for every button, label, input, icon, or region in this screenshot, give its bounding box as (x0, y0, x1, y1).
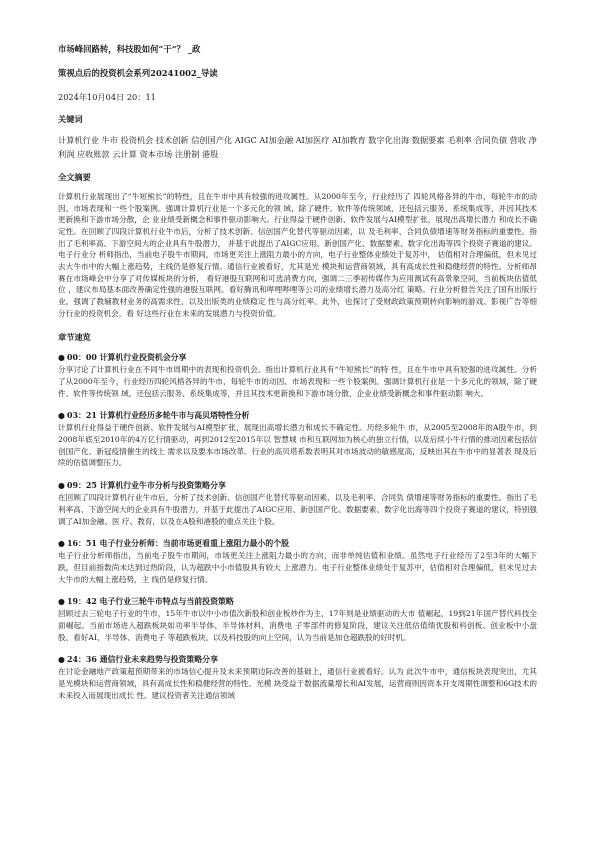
chapter-text: 在回顾了四段计算机行业牛市后，分析了技术创新、信创国产化替代等驱动因素，以及毛利率、合同负 债增速等财务指标的重要性。指出了毛利率高、下游空间大的企业具有牛股潜力，并基于此提出了AIGC应用、新创国产化、数据要素、数字化出海等四个投资子赛道的建议，特别强调了AI加金融、医 疗、教育，以及在A股和港股的重点关注个股。 (58, 493, 537, 526)
document-title: 市场峰回路转，科技股如何“干”？ _政 (58, 44, 201, 54)
bullet-icon: ● (58, 539, 65, 549)
chapter-title (58, 480, 537, 492)
chapter-title (58, 596, 537, 608)
bullet-icon: ● (58, 411, 65, 421)
chapter-section (58, 654, 537, 701)
document-date: 2024年10月04日 20：11 (58, 91, 156, 102)
chapter-section (58, 480, 537, 527)
bullet-icon: ● (58, 353, 65, 363)
chapter-title-text: 19：42 电子行业三轮牛市特点与当前投资策略 (67, 597, 234, 607)
chapter-title (58, 352, 537, 364)
chapter-title-text: 09：25 计算机行业牛市分析与投资策略分享 (67, 481, 226, 491)
document-subtitle: 策视点后的投资机会系列20241002_导读 (58, 67, 218, 78)
chapter-title-text: 16：51 电子行业分析师：当前市场更看重上涨阻力最小的个股 (67, 539, 289, 549)
bullet-icon: ● (58, 597, 65, 607)
chapter-title-text: 24：36 通信行业未来趋势与投资策略分享 (67, 655, 218, 665)
chapter-section (58, 410, 537, 469)
chapter-section (58, 352, 537, 399)
chapter-section (58, 538, 537, 585)
chapter-text: 在讨论金融地产政策超预期带来的市场信心提升及未来预期边际改善的基础上，通信行业被看好。认为 此次牛市中，通信板块表现突出，尤其是光模块和运营商领域，具有高成长性和稳健经营的特性。光模 块受益于数据流量增长和AI发展，运营商则因资本开支周期性调整和6G技术的未来投入而展现出成长 性。建议投资者关注通信领域 (58, 667, 537, 700)
chapter-text: 电子行业分析师指出，当前电子股牛市期间，市场更关注上涨阻力最小的方向，而非单纯估值和业绩。虽然电子行业经历了2至3年的大幅下跌，但目前指数尚未达到过热阶段，认为超跌中小市值股具有较大 上涨潜力。电子行业整体业绩处于复苏中，估值相对合理偏低，但未见过去大牛市的大幅上涨趋势，主 线仍是修复行情。 (58, 551, 537, 584)
chapter-title (58, 410, 537, 422)
keywords-text: 计算机行业 牛市 投资机会 技术创新 信创国产化 AIGC AI加金融 AI加医疗 AI加教育 数字化出海 数据要素 毛利率 合同负债 营收 净利润 应收账款 云计算 资本市场 注册制 港股 (58, 135, 537, 160)
chapters-heading: 章节速览 (58, 331, 91, 342)
summary-text: 计算机行业展现出了“牛短熊长”的特性，且在牛市中具有较强的进攻属性。从2000年至今，行业经历了 四轮风格各异的牛市，每轮牛市的动因、市场表现和一些个股案例。强调计算机行业是一个多元化的领 域，除了硬件、软件等传统领域，还包括云服务、系统集成等，并因其技术更新换和下游市场分散，企 业业绩受新概念和事件驱动影响大。行业得益于硬件创新、软件发展与AI模型扩张，展现出高增长潜力 和成长不确定性。在回顾了四段计算机行业牛市后，分析了技术创新、信创国产化替代等驱动因素，以 及毛利率、合同负债增速等财务指标的重要性。指出了毛利率高、下游空间大的企业具有牛股潜力， 并基于此提出了AIGC应用、新创国产化、数据要素、数字化出海等四个投资子赛道的建议。电子行业分 析师指出，当前电子股牛市期间，市场更关注上涨阻力最小的方向，电子行业整体业绩处于复苏中， 估值相对合理偏低，但未见过去大牛市中的大幅上涨趋势，主线仍是修复行情。通信行业被看好，尤其是光 模块和运营商领域，具有高成长性和稳健经营的特性。分析师昂赛在市场峰会中分享了对传媒板块的分析， 看好港股互联网和可选消费方向，强调二三季初传媒作为应用测试有高景象空间，当前板块估值低位 ，建议布局基本面改善确定性强的港股互联网。看好腾讯和哔哩哔哩等公司的业绩增长潜力及高分红 策略。行业分析报告关注了国有出版行业，强调了教辅教材业务的高需求性，以及出版类的业绩稳定 性与高分红率。此外，也探讨了受财政政策预期转向影响的游戏、影视广告等细分行业的投资机会，看 好这些行业在未来的发展潜力与投资价值。 (58, 191, 538, 318)
chapter-title-text: 00：00 计算机行业投资机会分享 (67, 353, 187, 363)
bullet-icon: ● (58, 481, 65, 491)
chapter-title (58, 538, 537, 550)
chapter-title-text: 03：21 计算机行业经历多轮牛市与高贝塔特性分析 (67, 411, 250, 421)
chapter-text: 计算机行业得益于硬件创新、软件发展与AI模型扩张，展现出高增长潜力和成长不确定性。历经多轮牛 市，从2005至2008年的A股牛市，到2008年底至2010年的4万亿行情驱动，再到2012至2015年以 智慧城 市和互联网加为核心的独立行情，以及后续小牛行情的推动因素包括信创国产化、新冠疫情催生的线上 需求以及要本市场改革。行业的高贝塔系数表明其对市场波动的敏感度高，反映出其在牛市中的显著表 现及后续的估值调整压力。 (58, 423, 537, 468)
keywords-heading: 关键词 (58, 113, 83, 124)
chapter-text: 回顾过去三轮电子行业的牛市，15年牛市以中小市值次新股和创业板炒作为主，17年则是业绩驱动的大市 值崛起，19到21年国产替代科技全面崛起。当前市场进入超跌板块如功率半导体、半导体材料、消费电 子零部件的修复阶段，建议关注低估值绩优股和科创板、创业板中小盘股，看好AI、半导体、消费电子 等超跌板块，以及科技股的向上空间，认为当前是加仓超跌股的好时机。 (58, 609, 537, 642)
chapter-text: 分享讨论了计算机行业在不同牛市周期中的表现和投资机会。指出计算机行业具有“牛短熊长”的特 性，且在牛市中具有较强的进攻属性。分析了从2000年至今，行业经历四轮风格各异的牛市，每轮牛市的动因、市场表现和一些个股案例。强调计算机行业是一个多元化的领域，除了硬件、软件等传统领 域，还包括云服务、系统集成等，并且其技术更新换和下游市场分散，企业业绩受新概念和事件驱动影 响大。 (58, 365, 537, 398)
bullet-icon: ● (58, 655, 65, 665)
chapter-title (58, 654, 537, 666)
chapter-section (58, 596, 537, 643)
summary-heading: 全文摘要 (58, 172, 91, 183)
